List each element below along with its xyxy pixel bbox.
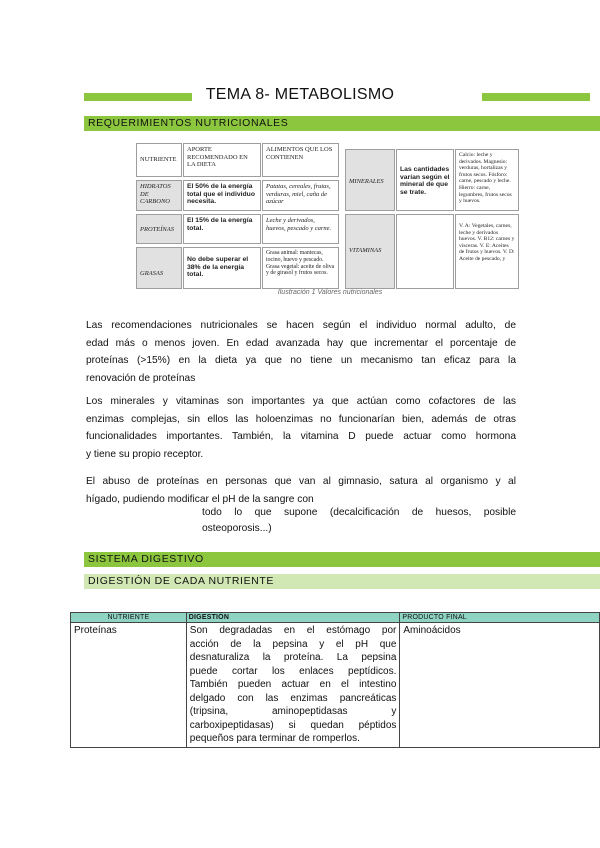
- fig-row-alimentos: Leche y derivados, huevos, pescado y carne.: [262, 214, 339, 244]
- column-header-digestion: DIGESTIÓN: [186, 613, 400, 623]
- fig-vitaminas-label: VITAMINAS: [345, 214, 395, 289]
- digestion-line: desnaturaliza la proteína. La pepsina: [189, 652, 397, 663]
- text-line: todo lo que supone (decalcificación de huesos, posible: [202, 507, 516, 518]
- fig-minerales-aporte: Las cantidades varían según el mineral de que se trate.: [396, 149, 454, 211]
- digestion-line: pequeños para terminar de romperlos.: [189, 733, 360, 744]
- digestion-line: carboxipeptidasas) si quedan péptidos: [189, 719, 397, 731]
- text-line: osteoporosis...): [202, 522, 272, 534]
- table-row: [71, 623, 600, 748]
- digestion-line: (tripsina, aminopeptidasas y: [189, 706, 397, 717]
- figure-caption: [0, 289, 600, 296]
- text-line: Los minerales y vitaminas son importantes ya que actúan como cofactores de las: [86, 396, 516, 407]
- fig-minerales-alimentos: Calcio: leche y derivados. Magnesio: verduras, hortalizas y frutos secos. Fósforo: carne, pescado y leche. Hierro: carne, legumbres, frutos secos y huevos.: [455, 149, 519, 211]
- text-line: funcionalidades importantes. También, la vitamina D puede actuar como hormona: [86, 431, 516, 442]
- fig-row-aporte: El 50% de la energía total que el individuo necesita.: [183, 180, 261, 211]
- fig-header-alimentos: ALIMENTOS QUE LOS CONTIENEN: [262, 143, 339, 177]
- digestion-table: [70, 612, 600, 748]
- paragraph-abuso-indent: [202, 505, 516, 536]
- digestion-line: puede cortar los enlaces peptídicos.: [189, 665, 397, 677]
- text-line: Las recomendaciones nutricionales se hacen según el individuo normal adulto, de: [86, 320, 516, 331]
- section-requerimientos: REQUERIMIENTOS NUTRICIONALES: [84, 116, 600, 131]
- digestion-line: También pueden actuar en el intestino: [189, 679, 397, 690]
- figure-caption-text: Ilustración 1 Valores nutricionales: [277, 289, 383, 296]
- table-header-row: [71, 613, 600, 623]
- text-line: proteínas (>15%) en la dieta ya que no tiene un mecanismo tan eficaz para la: [86, 355, 516, 366]
- fig-row-aporte: No debe superar el 38% de la energía total.: [183, 247, 261, 289]
- column-header-producto: PRODUCTO FINAL: [400, 613, 600, 623]
- text-line: El abuso de proteínas en personas que van al gimnasio, satura al organismo y al: [86, 476, 516, 487]
- fig-row-name: GRASAS: [136, 247, 182, 289]
- fig-row-name: HIDRATOS DE CARBONO: [136, 180, 182, 211]
- section-digestion-nutriente: DIGESTIÓN DE CADA NUTRIENTE: [84, 574, 600, 589]
- text-line: enzimas complejas, sin ellos las holoenzimas no funcionarían bien, además de otras: [86, 413, 516, 425]
- paragraph-requerimientos: [86, 317, 516, 387]
- fig-header-aporte: APORTE RECOMENDADO EN LA DIETA: [183, 143, 261, 177]
- fig-row-alimentos: Patatas, cereales, frutas, verduras, miel, caña de azúcar: [262, 180, 339, 211]
- nutrition-figure: [136, 143, 590, 289]
- text-line: renovación de proteínas: [86, 372, 196, 384]
- cell-producto-final: Aminoácidos: [400, 623, 600, 748]
- text-line: y tiene su propio receptor.: [86, 448, 204, 460]
- fig-header-nutriente: NUTRIENTE: [136, 143, 182, 177]
- text-line: hígado, pudiendo modificar el pH de la sangre con: [86, 493, 314, 505]
- digestion-line: acción de la pepsina y el pH que: [189, 638, 397, 650]
- fig-row-alimentos: Grasa animal: mantecas, tocino, huevo y pescado. Grasa vegetal: aceite de oliva y de girasol y frutos secos.: [262, 247, 339, 289]
- cell-digestion: [186, 623, 400, 748]
- cell-nutriente: Proteínas: [71, 623, 187, 748]
- column-header-nutriente: NUTRIENTE: [71, 613, 187, 623]
- fig-vitaminas-aporte: [396, 214, 454, 289]
- page-title: TEMA 8- METABOLISMO: [205, 86, 395, 103]
- text-line: edad más o menos joven. En edad avanzada hay que incrementar el porcentaje de: [86, 337, 516, 349]
- digestion-line: Son degradadas en el estómago por: [189, 625, 397, 636]
- section-sistema-digestivo: SISTEMA DIGESTIVO: [84, 552, 600, 567]
- paragraph-minerales: [86, 393, 516, 463]
- paragraph-abuso-proteinas: [86, 473, 516, 508]
- fig-row-name: PROTEÍNAS: [136, 214, 182, 244]
- digestion-line: delgado con las enzimas pancreáticas: [189, 692, 397, 704]
- fig-minerales-label: MINERALES: [345, 149, 395, 211]
- fig-vitaminas-alimentos: V. A: Vegetales, carnes, leche y derivados huevos. V. B12: carnes y vísceras. V. E: Aceites de frutos y huevos. V. D: Aceite de pescado, y: [455, 214, 519, 289]
- fig-row-aporte: El 15% de la energía total.: [183, 214, 261, 244]
